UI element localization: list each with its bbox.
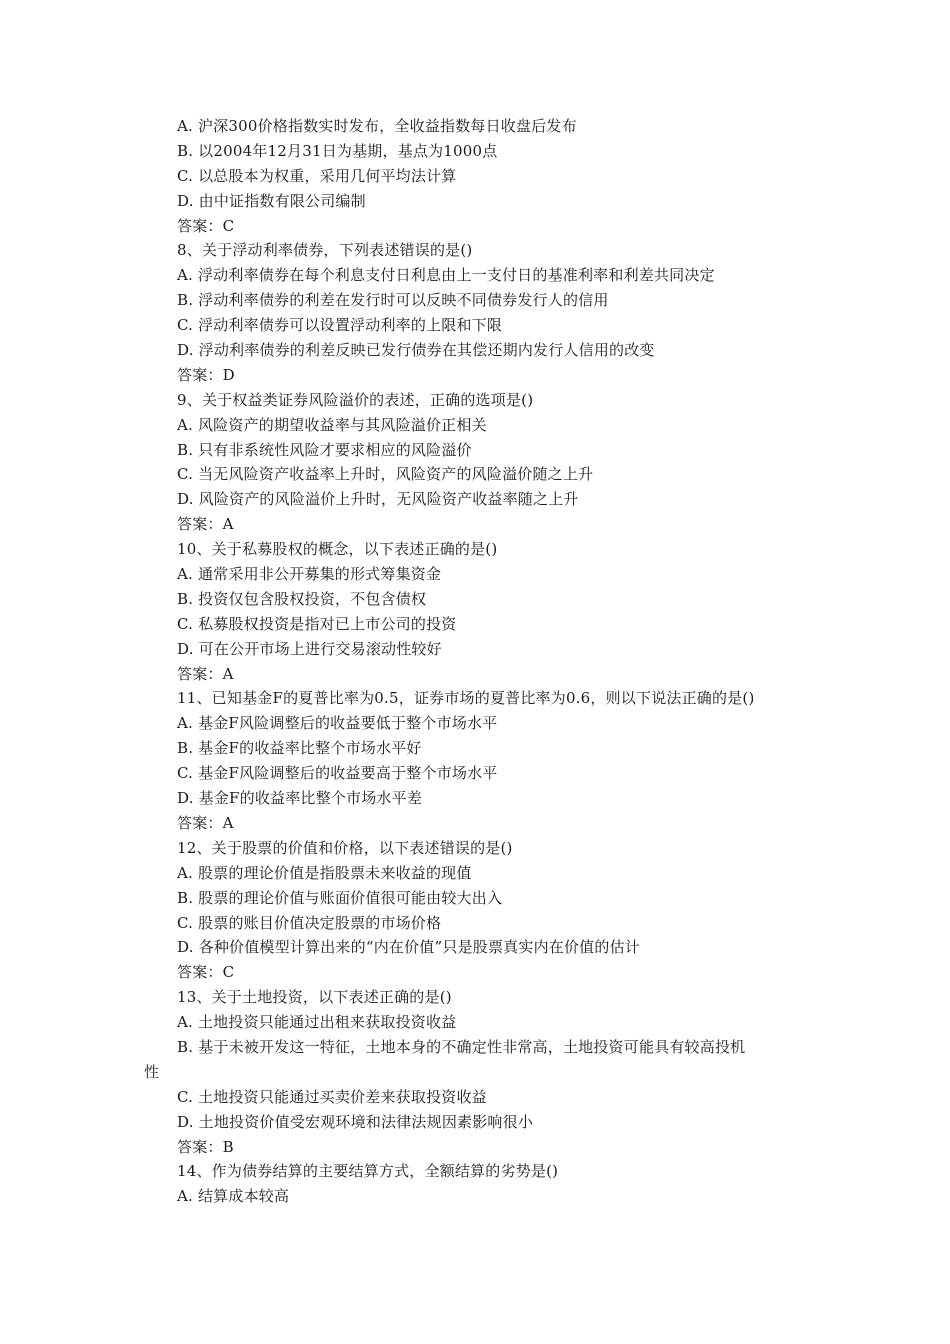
option-line: C. 私募股权投资是指对已上市公司的投资: [177, 614, 457, 633]
option-line: D. 土地投资价值受宏观环境和法律法规因素影响很小: [177, 1112, 534, 1131]
question-line: 11、已知基金F的夏普比率为0.5，证券市场的夏普比率为0.6，则以下说法正确的是(): [177, 689, 755, 708]
answer-line: 答案：A: [177, 664, 234, 683]
option-line: A. 基金F风险调整后的收益要低于整个市场水平: [177, 714, 498, 733]
option-line: D. 浮动利率债券的利差反映已发行债券在其偿还期内发行人信用的改变: [177, 341, 655, 360]
option-line: C. 土地投资只能通过买卖价差来获取投资收益: [177, 1087, 487, 1106]
option-line: D. 风险资产的风险溢价上升时，无风险资产收益率随之上升: [177, 490, 579, 509]
option-line: A. 风险资产的期望收益率与其风险溢价正相关: [177, 415, 487, 434]
option-line-continuation: 性: [144, 1062, 160, 1081]
question-line: 9、关于权益类证券风险溢价的表述，正确的选项是(): [177, 390, 534, 409]
question-line: 13、关于土地投资，以下表述正确的是(): [177, 988, 452, 1007]
option-line: C. 以总股本为权重，采用几何平均法计算: [177, 166, 457, 185]
document-page: [0, 114, 950, 1209]
question-line: 8、关于浮动利率债券，下列表述错误的是(): [177, 241, 473, 260]
question-line: 14、作为债券结算的主要结算方式，全额结算的劣势是(): [177, 1162, 559, 1181]
option-line: B. 以2004年12月31日为基期，基点为1000点: [177, 141, 498, 160]
option-line: C. 浮动利率债券可以设置浮动利率的上限和下限: [177, 316, 503, 335]
answer-line: 答案：B: [177, 1137, 234, 1156]
question-line: 10、关于私募股权的概念，以下表述正确的是(): [177, 540, 498, 559]
option-line: A. 股票的理论价值是指股票未来收益的现值: [177, 863, 472, 882]
option-line: D. 基金F的收益率比整个市场水平差: [177, 789, 423, 808]
option-line: A. 浮动利率债券在每个利息支付日利息由上一支付日的基准利率和利差共同决定: [177, 266, 715, 285]
option-line: A. 结算成本较高: [177, 1187, 290, 1206]
option-line: C. 当无风险资产收益率上升时，风险资产的风险溢价随之上升: [177, 465, 594, 484]
option-line: D. 各种价值模型计算出来的“内在价值”只是股票真实内在价值的估计: [177, 938, 640, 957]
option-line: B. 浮动利率债券的利差在发行时可以反映不同债券发行人的信用: [177, 291, 609, 310]
option-line: C. 股票的账目价值决定股票的市场价格: [177, 913, 442, 932]
option-line: B. 基金F的收益率比整个市场水平好: [177, 739, 422, 758]
option-line: A. 通常采用非公开募集的形式筹集资金: [177, 565, 442, 584]
question-line: 12、关于股票的价值和价格，以下表述错误的是(): [177, 838, 513, 857]
option-line: D. 可在公开市场上进行交易滚动性较好: [177, 639, 442, 658]
option-line: B. 股票的理论价值与账面价值很可能由较大出入: [177, 888, 503, 907]
option-line: B. 基于未被开发这一特征，土地本身的不确定性非常高，土地投资可能具有较高投机: [177, 1037, 746, 1056]
option-line: C. 基金F风险调整后的收益要高于整个市场水平: [177, 764, 498, 783]
answer-line: 答案：A: [177, 813, 234, 832]
option-line: A. 土地投资只能通过出租来获取投资收益: [177, 1013, 457, 1032]
answer-line: 答案：D: [177, 365, 235, 384]
answer-line: 答案：C: [177, 963, 235, 982]
answer-line: 答案：C: [177, 216, 235, 235]
option-line: D. 由中证指数有限公司编制: [177, 191, 366, 210]
option-line: A. 沪深300价格指数实时发布，全收益指数每日收盘后发布: [177, 117, 577, 135]
answer-line: 答案：A: [177, 515, 234, 534]
option-line: B. 只有非系统性风险才要求相应的风险溢价: [177, 440, 472, 459]
option-line: B. 投资仅包含股权投资，不包含债权: [177, 589, 427, 608]
